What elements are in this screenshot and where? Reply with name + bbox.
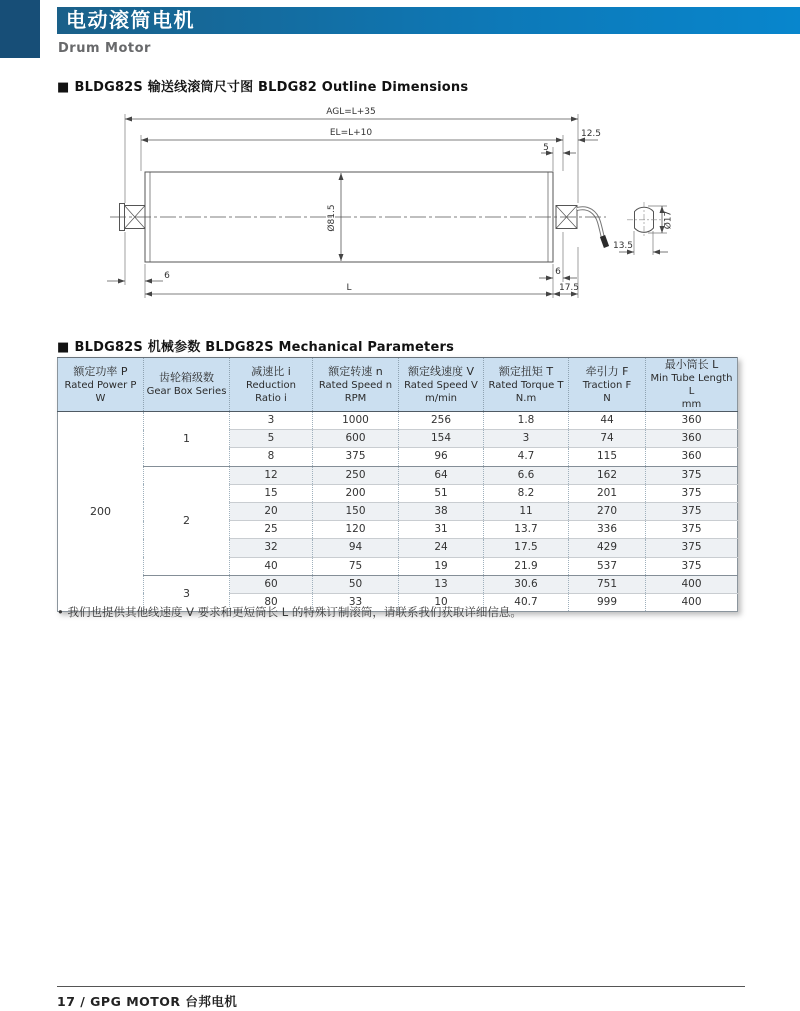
parameters-table xyxy=(57,357,738,612)
param-cell: 32 xyxy=(230,539,313,557)
dim-length: L xyxy=(346,283,352,293)
param-cell: 120 xyxy=(313,521,399,539)
param-cell: 360 xyxy=(646,430,738,448)
dim-5: 5 xyxy=(543,143,549,153)
param-cell: 31 xyxy=(399,521,484,539)
column-header: 牵引力 F Traction F N xyxy=(569,358,646,412)
outline-drawing xyxy=(90,105,720,305)
param-cell: 200 xyxy=(313,484,399,502)
param-cell: 375 xyxy=(646,539,738,557)
param-cell: 96 xyxy=(399,448,484,466)
footnote: • 我们也提供其他线速度 V 要求和更短筒长 L 的特殊订制滚筒，请联系我们获取详细信息。 xyxy=(57,605,522,619)
param-cell: 375 xyxy=(313,448,399,466)
rated-power-cell: 200 xyxy=(58,412,144,612)
param-cell: 80 xyxy=(230,593,313,611)
param-cell: 60 xyxy=(230,575,313,593)
param-cell: 13 xyxy=(399,575,484,593)
page-subtitle: Drum Motor xyxy=(58,41,151,56)
param-cell: 94 xyxy=(313,539,399,557)
param-cell: 429 xyxy=(569,539,646,557)
param-cell: 6.6 xyxy=(484,466,569,484)
param-cell: 162 xyxy=(569,466,646,484)
table-row xyxy=(58,412,738,430)
param-cell: 3 xyxy=(230,412,313,430)
param-cell: 30.6 xyxy=(484,575,569,593)
section-bullet-icon: ■ xyxy=(57,340,70,355)
table-header-row xyxy=(58,358,738,412)
param-cell: 150 xyxy=(313,502,399,520)
param-cell: 51 xyxy=(399,484,484,502)
param-cell: 20 xyxy=(230,502,313,520)
param-cell: 24 xyxy=(399,539,484,557)
section-heading-outline xyxy=(57,76,468,95)
dim-agl: AGL=L+35 xyxy=(326,107,376,117)
footer-divider xyxy=(57,986,745,987)
column-header: 额定功率 P Rated Power P W xyxy=(58,358,144,412)
page-title: 电动滚筒电机 xyxy=(66,8,195,32)
param-cell: 270 xyxy=(569,502,646,520)
param-cell: 600 xyxy=(313,430,399,448)
table-row xyxy=(58,575,738,593)
param-cell: 74 xyxy=(569,430,646,448)
param-cell: 999 xyxy=(569,593,646,611)
param-cell: 19 xyxy=(399,557,484,575)
param-cell: 1000 xyxy=(313,412,399,430)
param-cell: 360 xyxy=(646,448,738,466)
param-cell: 256 xyxy=(399,412,484,430)
param-cell: 751 xyxy=(569,575,646,593)
page-banner xyxy=(57,7,800,34)
dim-el: EL=L+10 xyxy=(329,128,373,138)
param-cell: 40 xyxy=(230,557,313,575)
param-cell: 154 xyxy=(399,430,484,448)
param-cell: 50 xyxy=(313,575,399,593)
table-body xyxy=(58,412,738,612)
param-cell: 75 xyxy=(313,557,399,575)
gearbox-series-cell: 3 xyxy=(144,575,230,611)
column-header: 减速比 i Reduction Ratio i xyxy=(230,358,313,412)
param-cell: 3 xyxy=(484,430,569,448)
param-cell: 5 xyxy=(230,430,313,448)
param-cell: 8 xyxy=(230,448,313,466)
param-cell: 11 xyxy=(484,502,569,520)
dim-13-5: 13.5 xyxy=(612,241,634,251)
param-cell: 375 xyxy=(646,466,738,484)
param-cell: 400 xyxy=(646,575,738,593)
param-cell: 17.5 xyxy=(484,539,569,557)
param-cell: 537 xyxy=(569,557,646,575)
dim-12-5: 12.5 xyxy=(580,129,602,139)
dim-6-right: 6 xyxy=(555,267,561,277)
table-row xyxy=(58,466,738,484)
gearbox-series-cell: 2 xyxy=(144,466,230,575)
param-cell: 360 xyxy=(681,414,702,427)
param-cell: 44 xyxy=(569,412,646,430)
param-cell: 33 xyxy=(313,593,399,611)
dim-body-diameter: Ø81.5 xyxy=(327,204,337,232)
cable-tip xyxy=(603,236,607,247)
param-cell: 12 xyxy=(230,466,313,484)
param-cell: 375 xyxy=(646,502,738,520)
param-cell: 250 xyxy=(313,466,399,484)
param-cell: 8.2 xyxy=(484,484,569,502)
column-header: 额定转速 n Rated Speed n RPM xyxy=(313,358,399,412)
param-cell: 201 xyxy=(569,484,646,502)
parameters-table-wrap xyxy=(57,357,737,612)
param-cell: 25 xyxy=(230,521,313,539)
column-header: 齿轮箱级数 Gear Box Series xyxy=(144,358,230,412)
param-cell: 375 xyxy=(646,557,738,575)
param-cell: 15 xyxy=(230,484,313,502)
param-cell: 40.7 xyxy=(484,593,569,611)
gearbox-series-cell: 1 xyxy=(144,412,230,467)
dim-6-left: 6 xyxy=(164,271,170,281)
column-header: 额定线速度 V Rated Speed V m/min xyxy=(399,358,484,412)
brand-corner-block xyxy=(0,0,40,58)
param-cell: 10 xyxy=(399,593,484,611)
param-cell: 38 xyxy=(399,502,484,520)
param-cell: 21.9 xyxy=(484,557,569,575)
section-heading-parameters xyxy=(57,336,454,355)
param-cell: 375 xyxy=(646,484,738,502)
section-bullet-icon: ■ xyxy=(57,80,70,95)
section-title: BLDG82S 机械参数 BLDG82S Mechanical Parameters xyxy=(74,340,455,355)
column-header: 额定扭矩 T Rated Torque T N.m xyxy=(484,358,569,412)
param-cell: 375 xyxy=(646,521,738,539)
param-cell: 64 xyxy=(399,466,484,484)
param-cell: 4.7 xyxy=(484,448,569,466)
footer-page-info: 17 / GPG MOTOR 台邦电机 xyxy=(57,994,238,1009)
param-cell: 1.8 xyxy=(484,412,569,430)
param-cell: 400 xyxy=(646,593,738,611)
param-cell: 336 xyxy=(569,521,646,539)
param-cell: 115 xyxy=(569,448,646,466)
column-header: 最小筒长 L Min Tube Length L mm xyxy=(646,358,738,412)
param-cell: 13.7 xyxy=(484,521,569,539)
section-title: BLDG82S 输送线滚筒尺寸图 BLDG82 Outline Dimensions xyxy=(74,80,469,95)
dim-shaft-diameter: Ø17 xyxy=(663,210,674,230)
dim-17-5: 17.5 xyxy=(558,283,580,293)
